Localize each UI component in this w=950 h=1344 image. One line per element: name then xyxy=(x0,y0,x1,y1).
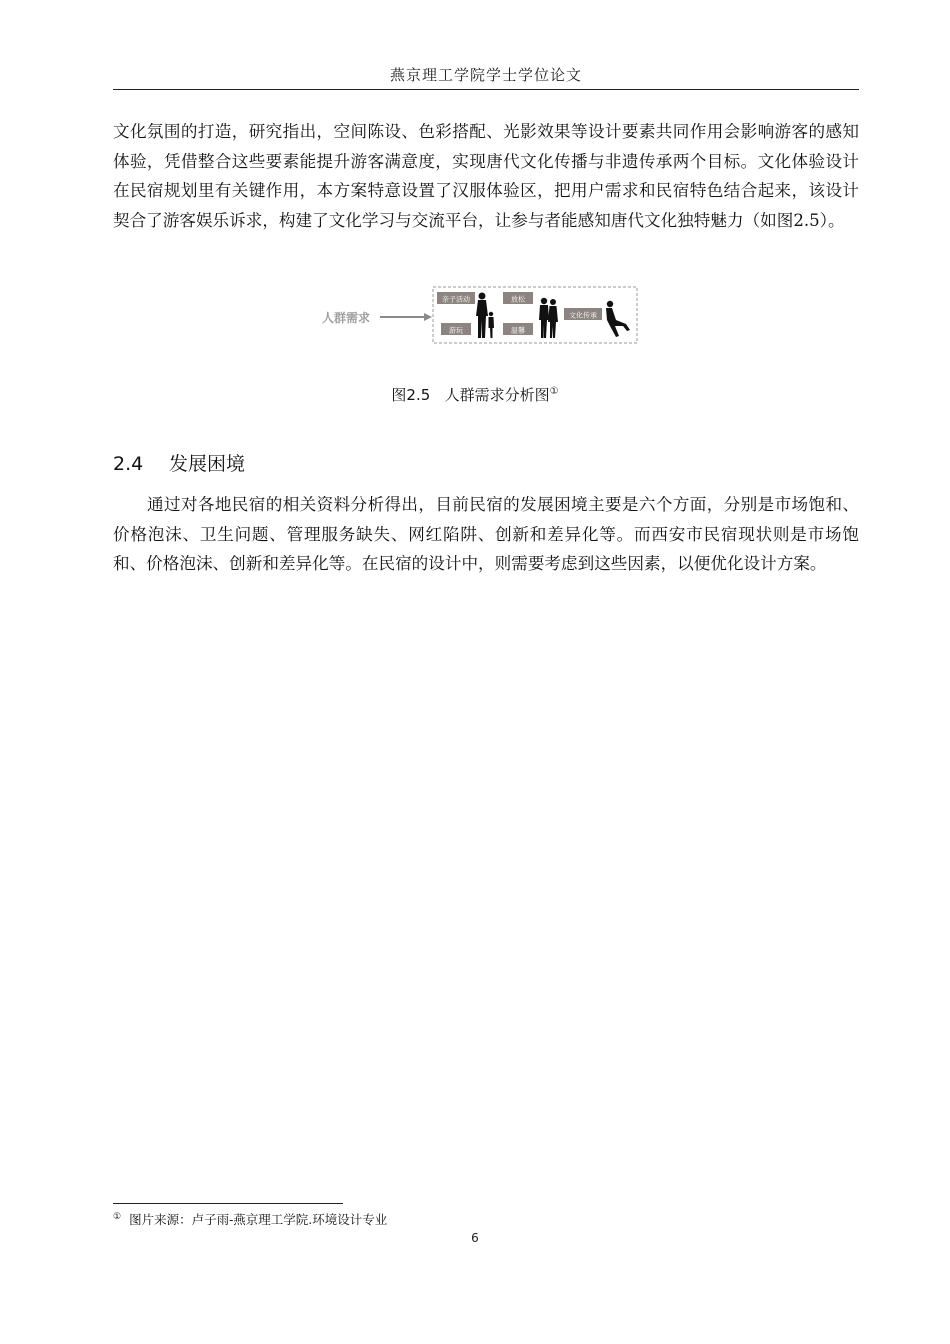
couple-silhouette-icon xyxy=(539,298,558,338)
box-label-warm: 温馨 xyxy=(511,326,525,335)
figure-caption xyxy=(0,384,950,405)
seated-person-silhouette-icon xyxy=(606,301,630,337)
section-heading xyxy=(113,449,245,476)
footnote xyxy=(113,1210,387,1228)
caption-footnote-mark: ① xyxy=(549,386,559,397)
page-number: 6 xyxy=(471,1231,479,1245)
footnote-mark: ① xyxy=(113,1212,122,1222)
arrow-head-icon xyxy=(424,313,432,321)
figure-label-left: 人群需求 xyxy=(322,311,371,325)
section-number: 2.4 xyxy=(113,453,144,475)
footnote-text: 图片来源：卢子雨-燕京理工学院.环境设计专业 xyxy=(129,1212,388,1227)
box-label-relax: 放松 xyxy=(511,295,525,304)
crowd-demand-diagram xyxy=(310,284,650,350)
section-title-text: 发展困境 xyxy=(169,453,246,475)
caption-number: 图2.5 xyxy=(391,386,431,404)
box-label-family-activity: 亲子活动 xyxy=(442,295,470,304)
box-label-cultural-heritage: 文化传承 xyxy=(569,311,597,320)
header-rule xyxy=(113,89,859,90)
caption-text: 人群需求分析图 xyxy=(444,386,550,404)
box-label-play: 游玩 xyxy=(449,326,463,335)
body-paragraph-1: 文化氛围的打造，研究指出，空间陈设、色彩搭配、光影效果等设计要素共同作用会影响游客的感知体验，凭借整合这些要素能提升游客满意度，实现唐代文化传播与非遗传承两个目标。文化体验设计在民宿规划里有关键作用，本方案特意设置了汉服体验区，把用户需求和民宿特色结合起来，该设计契合了游客娱乐诉求，构建了文化学习与交流平台，让参与者能感知唐代文化独特魅力（如图2.5）。 xyxy=(113,122,859,230)
family-silhouette-icon xyxy=(476,293,494,339)
body-paragraph-2: 通过对各地民宿的相关资料分析得出，目前民宿的发展困境主要是六个方面，分别是市场饱和、价格泡沫、卫生问题、管理服务缺失、网红陷阱、创新和差异化等。而西安市民宿现状则是市场饱和、价格泡沫、创新和差异化等。在民宿的设计中，则需要考虑到这些因素，以便优化设计方案。 xyxy=(113,495,859,573)
running-header: 燕京理工学院学士学位论文 xyxy=(389,66,582,84)
footnote-rule xyxy=(113,1203,343,1204)
crowd-demand-figure xyxy=(310,284,650,350)
